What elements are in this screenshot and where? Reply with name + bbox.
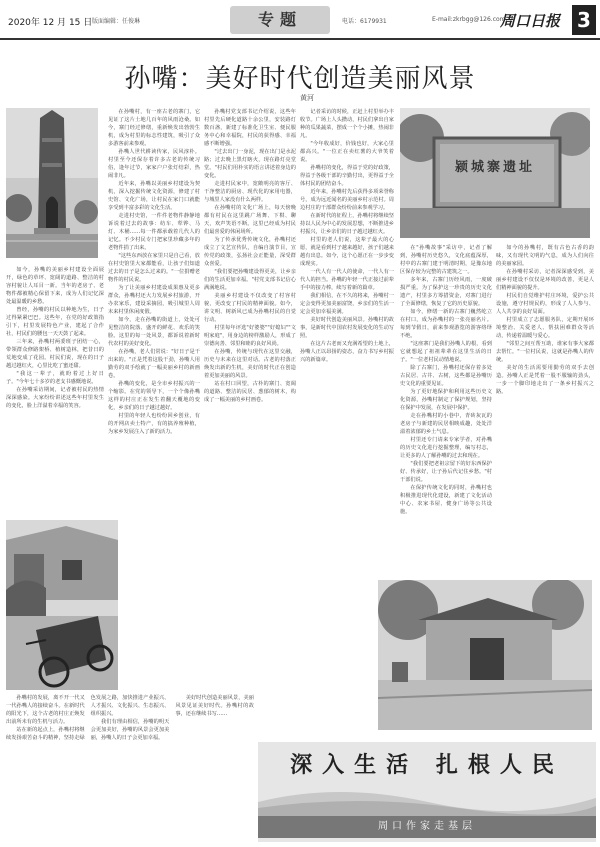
paragraph: 在这片古老而又充满希望的土地上，孙嘴人正以昂扬的姿态，奋力书写乡村振兴的新篇章。	[300, 341, 394, 363]
article-headline: 孙嘴：美好时代创造美丽风景	[124, 64, 476, 94]
paragraph: 为了让美丽乡村建设成果惠及更多群众，孙嘴村还大力发展乡村旅游，开办农家乐，建设采摘园，吸引城里人周末来村里休闲度假。	[108, 285, 200, 315]
paragraph: 一代人有一代人的使命，一代人有一代人的担当。孙嘴的年轻一代正接过前辈手中的接力棒，续写着新的篇章。	[300, 269, 394, 291]
page-number: 3	[572, 5, 596, 35]
photo-courtyard	[378, 580, 592, 730]
paragraph: 为了传承优秀传统文化，孙嘴村还成立了文艺宣传队，自编自演节目，宣传党的政策，弘扬社会正能量，深受群众喜爱。	[204, 237, 296, 267]
photo-stone-tablet	[400, 108, 590, 238]
paragraph: 在新时代的征程上，孙嘴村将继续坚持以人民为中心的发展思想，不断推进乡村振兴，让乡亲们的日子越过越红火。	[300, 213, 394, 235]
text-column-1	[6, 266, 104, 516]
paragraph: 在孙嘴采访期间，记者被村民的热情深深感染。大家纷纷讲述这些年村里发生的变化，脸上洋溢着幸福的笑容。	[6, 387, 104, 409]
tablet-inscription: 颍城寨遗址	[454, 160, 535, 175]
paragraph: "我们要把老祖宗留下的好东西保护好、传承好，让子孙后代记住乡愁。"村干部们说。	[400, 461, 492, 483]
paragraph: 近年来，孙嘴以美丽乡村建设为契机，深入挖掘传统文化资源，修建了村史馆、文化广场，让村民在家门口就能享受到丰富多彩的文化生活。	[108, 181, 200, 211]
paragraph: 村里还专门请来专家学者，对孙嘴的历史文化进行挖掘整理，编写村志，让更多的人了解孙嘴的过去和现在。	[400, 437, 492, 459]
paragraph: "这些东西放在家里只是自己看，放在村史馆里大家都能看，让孩子们知道过去的日子是怎么过来的。"一位捐赠老物件的村民说。	[108, 253, 200, 283]
article-byline: 黄河	[300, 94, 314, 102]
paragraph: 在保护传统文化的同时，孙嘴村也积极推进现代化建设，新建了文化活动中心、农家书屋、健身广场等公共设施。	[400, 485, 492, 515]
banner-subtitle: 周口作家走基层	[258, 816, 596, 838]
paragraph: 美丽乡村建设不仅改变了村容村貌，更改变了村民的精神面貌。如今，讲文明、树新风已成为孙嘴村民的自觉行动。	[204, 293, 296, 323]
column-banner	[258, 742, 596, 842]
photo-gate-tower	[6, 108, 98, 258]
paragraph: 我们相信，在不久的将来，孙嘴村一定会变得更加美丽富饶，乡亲们的生活一定会更加幸福美满。	[300, 293, 394, 315]
text-column-2	[108, 108, 200, 518]
text-column-5	[400, 244, 492, 576]
paragraph: 记者采访的时候，正赶上村里举办丰收节。广场上人头攒动，村民们拿出自家种的瓜果蔬菜，摆成一个个小摊，热闹非凡。	[300, 109, 394, 139]
paragraph: 村里的老人们说，这辈子最大的心愿，就是看到村子越来越好，孩子们越来越有出息。如今，这个心愿正在一步步变成现实。	[300, 237, 394, 267]
text-column-3	[204, 108, 296, 738]
section-label: 专题	[230, 6, 330, 34]
paragraph: 如今，孙嘴的美丽乡村建设全面展开，绿色的草坪、宽阔的道路、整洁的村容村貌让人耳目一新。当年的老房子、老物件都被精心保留下来，成为人们记忆深处最温暖的乡愁。	[6, 267, 104, 305]
issue-date: 2020年 12 月 15 日	[8, 18, 93, 28]
text-column-7	[6, 694, 254, 840]
paragraph: "今年收成好，价钱也好，大家心里都高兴。"一位正在卖红薯的大爷笑着说。	[300, 141, 394, 163]
paragraph: 孙嘴村党支部书记介绍说，这些年村里先后硬化道路十余公里，安装路灯数百盏，新建了标准化卫生室、便民服务中心和幸福院，村民的获得感、幸福感不断增强。	[204, 109, 296, 147]
paragraph: 美好时代创造美丽风景，美丽风景见证美好时代。孙嘴村的故事，还在继续书写……	[175, 695, 254, 717]
photo-old-house	[6, 520, 118, 690]
paragraph: 孙嘴村的发展，离不开一代又一代孙嘴人的接续奋斗。在新时代的阳光下，这个古老的村庄正焕发出前所未有的生机与活力。	[6, 695, 85, 725]
paragraph: 孙嘴村的变化，得益于党的好政策，得益于各级干部的辛勤付出，更得益于全体村民的团结奋斗。	[300, 165, 394, 187]
paragraph: 美好时代创造美丽风景。孙嘴村的故事，是新时代中国农村发展变化的生动写照。	[300, 317, 394, 339]
paragraph: "这座寨门是我们孙嘴人的根，看到它就想起了祖祖辈辈在这里生活的日子。"一位老村民动情地说。	[400, 341, 492, 363]
text-column-6	[496, 244, 594, 576]
text-column-4	[300, 108, 394, 738]
paragraph: 在孙嘴，老人们常说："好日子是干出来的。"正是凭着这股干劲，孙嘴人用勤劳的双手绘就了一幅美丽乡村的新画卷。	[108, 349, 200, 379]
paragraph: 曾经，孙嘴的村民以种地为生，日子过得紧紧巴巴。这些年，在党的好政策指引下，村里发展特色产业，建起了合作社，村民们的腰包一天天鼓了起来。	[6, 307, 104, 337]
paragraph: 在孙嘴，传统与现代在这里交融，历史与未来在这里对话。古老的村落正焕发出新的生机，美好的时代正在创造着更加美丽的风景。	[204, 349, 296, 379]
paragraph: 村里每年评选"好婆婆""好媳妇""文明家庭"，用身边的榜样激励人，形成了崇德向善、邻里和睦的良好风尚。	[204, 325, 296, 347]
paragraph: 走进村史馆，一件件老物件静静地诉说着过去的故事：纺车、犁铧、马灯、木桶……每一件都承载着几代人的记忆。不少村民专门把家里珍藏多年的老物件捐了出来。	[108, 213, 200, 251]
paragraph: 村民们自觉维护村庄环境，爱护公共设施，遵守村规民约，形成了人人参与、人人共享的良好局面。	[496, 293, 594, 315]
paragraph: "我们要把孙嘴建设得更美，让乡亲们的生活更加幸福。"村党支部书记信心满满地说。	[204, 269, 296, 291]
hotline: 电话：6179931	[342, 18, 387, 25]
paragraph: 走进村民家中，宽敞明亮的客厅、干净整洁的厨房、现代化的家用电器，与城里人家没有什么两样。	[204, 181, 296, 203]
paragraph: 站在新的起点上，孙嘴村将继续发扬艰苦奋斗的精神，坚持走绿色发展之路，加快推进产业振兴、人才振兴、文化振兴、生态振兴、组织振兴。	[6, 695, 170, 741]
paragraph: 站在村口回望，古朴的寨门、宽阔的道路、整洁的民居、葱郁的树木，构成了一幅美丽的乡村画卷。	[204, 381, 296, 403]
paragraph: 在孙嘴村，有一座古老的寨门，它见证了这片土地几百年的风雨沧桑。如今，寨门经过修缮，重新焕发出勃勃生机，成为村里的标志性建筑，吸引了众多游客前来参观。	[108, 109, 200, 147]
paragraph: "过去出门一身泥，现在出门是水泥路；过去晚上黑灯瞎火，现在路灯亮堂堂。"村民们用朴实的语言讲述着身边的变化。	[204, 149, 296, 179]
paragraph: 三年来，孙嘴村两委班子团结一心，带领群众修路架桥、植树造林，把昔日的荒地变成了花园。村民们说，现在的日子越过越红火，心里比吃了蜜还甜。	[6, 339, 104, 369]
paragraph: 在"孙嘴故事"采访中，记者了解到，孙嘴村历史悠久，文化底蕴深厚，村中的古寨门建于明清时期，是豫东地区保存较为完整的古建筑之一。	[400, 245, 492, 275]
paragraph: 多年来，古寨门历经风雨，一度破损严重。为了保护这一珍贵的历史文化遗产，村里多方筹措资金，对寨门进行了全面修缮，恢复了它的历史原貌。	[400, 277, 492, 307]
paragraph: 如今，走在孙嘴的街道上，处处可见整洁的院落、盛开的鲜花、欢乐的笑脸。这里的每一处风景，都诉说着新时代农村的美好变化。	[108, 317, 200, 347]
paragraph: 除了古寨门，孙嘴村还保存着多处古民居、古井、古树，这些都是孙嘴历史文化的重要见证。	[400, 365, 492, 387]
paragraph: 在孙嘴村采访，记者深深感受到，美丽乡村建设不仅仅是环境的改善，更是人们精神面貌的提升。	[496, 269, 594, 291]
paragraph: 孙嘴人世代耕读传家，民风淳朴。村里至今还保存着许多古老的传统习俗，逢年过节，家家户户张灯结彩，热闹非凡。	[108, 149, 200, 179]
banner-title: 深入生活 扎根人民	[290, 753, 564, 778]
paragraph: 美好的生活需要用勤劳的双手去创造。孙嘴人正是凭着一股不服输的劲头，一步一个脚印地走出了一条乡村振兴之路。	[496, 365, 594, 395]
paragraph: 在孙嘴村的文化广场上，每天傍晚都有村民在这里跳广场舞、下棋、聊天，欢声笑语不断。这里已经成为村民们最喜爱的休闲场所。	[204, 205, 296, 235]
email: E-mail:zkrbgg@126.com	[432, 16, 506, 23]
paragraph: "邻里之间互帮互助，谁家有事大家都去帮忙。"一位村民说，这就是孙嘴人的传统。	[496, 341, 594, 363]
paragraph: 如今，修缮一新的古寨门巍然屹立在村口，成为孙嘴村的一张亮丽名片。每到节假日，前来参观游览的游客络绎不绝。	[400, 309, 492, 339]
paragraph: 村里成立了志愿服务队，定期开展环境整治、关爱老人、帮扶困难群众等活动，传递着温暖与爱心。	[496, 317, 594, 339]
paragraph: 我们有理由相信，孙嘴的明天会更加美好，孙嘴的风景会更加美丽，孙嘴人的日子会更加幸福。	[90, 719, 170, 741]
paragraph: "我这一辈子，就盼着过上好日子。"今年七十多岁的老支书感慨地说。	[6, 371, 104, 385]
paragraph: 为了更好地保护和利用这些历史文化资源，孙嘴村制定了保护规划，坚持在保护中发展，在发展中保护。	[400, 389, 492, 411]
paragraph: 如今的孙嘴村，既有古色古香的韵味，又有现代文明的气息，成为人们向往的美丽家园。	[496, 245, 594, 267]
paragraph: 近年来，孙嘴村先后获得多项荣誉称号，成为远近闻名的美丽乡村示范村。周边村庄的干部群众纷纷前来参观学习。	[300, 189, 394, 211]
paragraph: 孙嘴的变化，是全市乡村振兴的一个缩影。在党的领导下，一个个像孙嘴这样的村庄正在发生着翻天覆地的变化，乡亲们的日子越过越好。	[108, 381, 200, 411]
page-editor: 版面编辑：任俊琳	[92, 18, 141, 25]
paragraph: 走在孙嘴村的小巷中，青砖灰瓦的老房子与新建的民居相映成趣，处处洋溢着浓郁的乡土气息。	[400, 413, 492, 435]
newspaper-name: 周口日报	[500, 12, 561, 30]
page-header	[0, 0, 600, 40]
paragraph: 村里的年轻人也纷纷回乡创业，有的开网店卖土特产，有的搞养殖种植，为家乡发展注入了新的活力。	[108, 413, 200, 435]
